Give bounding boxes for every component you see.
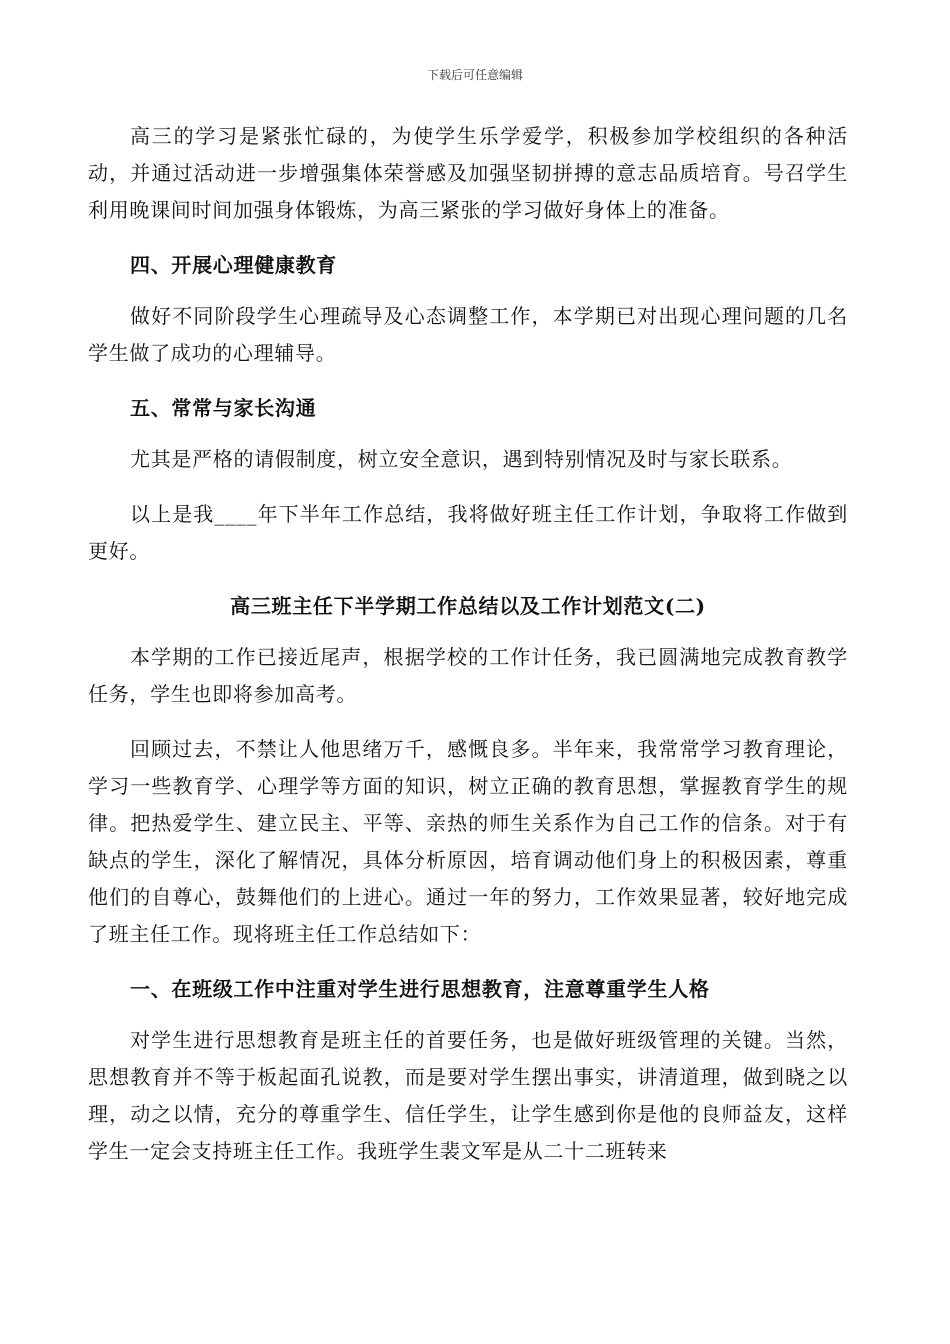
body-paragraph: 高三的学习是紧张忙碌的，为使学生乐学爱学，积极参加学校组织的各种活动，并通过活动进一步增强集体荣誉感及加强坚韧拼搏的意志品质培育。号召学生利用晚课间时间加强身体锻炼，为高三紧张的学习做好身体上的准备。 [88, 124, 848, 222]
page-header: 下载后可任意编辑 [426, 68, 523, 82]
body-paragraph: 回顾过去，不禁让人他思绪万千，感慨良多。半年来，我常常学习教育理论，学习一些教育学、心理学等方面的知识，树立正确的教育思想，掌握教育学生的规律。把热爱学生、建立民主、平等、亲热的师生关系作为自己工作的信条。对于有缺点的学生，深化了解情况，具体分析原因，培育调动他们身上的积极因素，尊重他们的自尊心，鼓舞他们的上进心。通过一年的努力，工作效果显著，较好地完成了班主任工作。现将班主任工作总结如下： [88, 737, 848, 946]
body-paragraph: 尤其是严格的请假制度，树立安全意识，遇到特别情况及时与家长联系。 [130, 447, 793, 471]
document-body [88, 118, 848, 1188]
section-heading: 一、在班级工作中注重对学生进行思想教育，注意尊重学生人格 [130, 977, 710, 1001]
section-heading: 五、常常与家长沟通 [130, 396, 317, 420]
body-paragraph: 以上是我____年下半年工作总结，我将做好班主任工作计划，争取将工作做到更好。 [88, 502, 848, 563]
document-title: 高三班主任下半学期工作总结以及工作计划范文(二) [230, 594, 706, 618]
body-paragraph: 做好不同阶段学生心理疏导及心态调整工作，本学期已对出现心理问题的几名学生做了成功的心理辅导。 [88, 304, 848, 365]
section-heading: 四、开展心理健康教育 [130, 253, 337, 277]
body-paragraph: 本学期的工作已接近尾声，根据学校的工作计任务，我已圆满地完成教育教学任务，学生也即将参加高考。 [88, 645, 848, 706]
body-paragraph: 对学生进行思想教育是班主任的首要任务，也是做好班级管理的关键。当然，思想教育并不等于板起面孔说教，而是要对学生摆出事实，讲清道理，做到晓之以理，动之以情，充分的尊重学生、信任学生，让学生感到你是他的良师益友，这样学生一定会支持班主任工作。我班学生裴文军是从二十二班转来 [88, 1028, 848, 1163]
